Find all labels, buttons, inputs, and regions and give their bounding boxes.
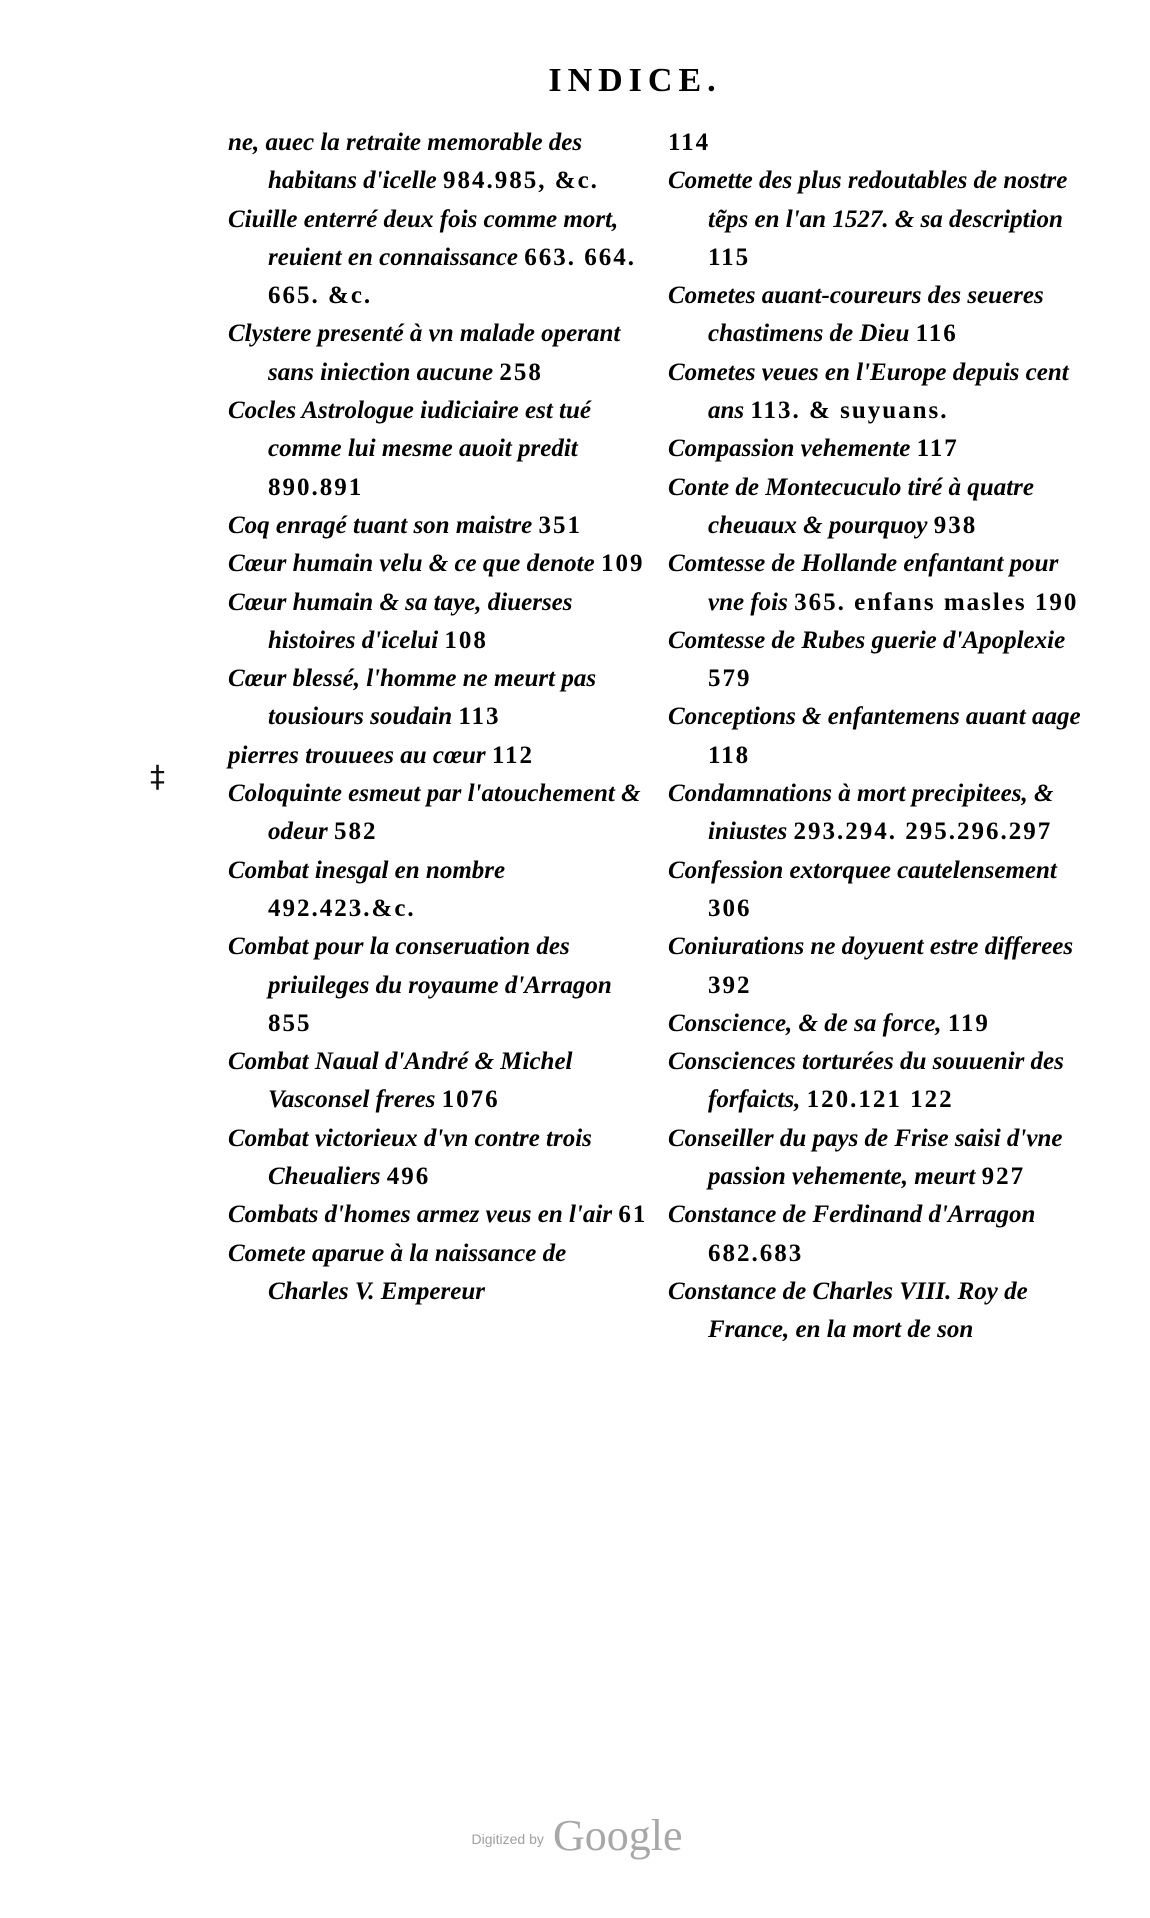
index-entry xyxy=(228,1043,648,1120)
entry-text: Constance de Ferdinand d'Arragon xyxy=(668,1201,1036,1229)
entry-page-ref: 855 xyxy=(268,1009,312,1037)
entry-page-ref: 890.891 xyxy=(268,473,364,501)
index-entry xyxy=(228,507,648,545)
entry-text: Ciuille enterré deux fois comme mort, reuient en connaissance xyxy=(228,205,619,271)
entry-page-ref: 108 xyxy=(444,626,488,654)
entry-text: Combat victorieux d'vn contre trois Cheualiers xyxy=(228,1124,592,1191)
entry-text: pierres trouuees au cœur xyxy=(228,741,486,769)
entry-page-ref: 120.121 122 xyxy=(806,1086,954,1114)
entry-page-ref: 116 xyxy=(915,320,958,348)
entry-page-ref: 119 xyxy=(947,1009,990,1037)
entry-page-ref: 113. & suyuans. xyxy=(750,397,949,425)
entry-text: Confession extorquee cautelensement xyxy=(668,856,1057,884)
index-entry xyxy=(228,928,648,1043)
entry-text: Comete aparue à la naissance de Charles V. Empereur xyxy=(228,1239,567,1305)
google-logo: Google xyxy=(552,1811,683,1860)
entry-page-ref: 113 xyxy=(458,703,501,731)
entry-page-ref: 984.985, &c. xyxy=(443,167,599,195)
index-entry xyxy=(668,1120,1088,1197)
index-entry xyxy=(668,775,1088,852)
entry-text: Clystere presenté à vn malade operant sans iniection aucune xyxy=(228,320,621,386)
entry-text: Constance de Charles VIII. Roy de France, en la mort de son xyxy=(668,1277,1028,1344)
entry-text: Cœur humain velu & ce que denote xyxy=(228,550,595,578)
entry-text: Cometes auant-coureurs des seueres chastimens de Dieu xyxy=(668,282,1044,348)
entry-page-ref: 351 xyxy=(538,511,582,539)
index-entry xyxy=(228,852,648,929)
entry-text: Coloquinte esmeut par l'atouchement & odeur xyxy=(228,780,641,846)
index-entry xyxy=(228,201,648,316)
entry-page-ref: 306 xyxy=(708,894,752,922)
entry-page-ref: 112 xyxy=(491,741,535,769)
index-entry xyxy=(228,124,648,201)
index-entry xyxy=(668,622,1088,699)
page-header: INDICE. xyxy=(548,62,722,99)
index-entry xyxy=(228,660,648,737)
entry-text: Comtesse de Hollande enfantant pour vne fois xyxy=(668,550,1059,616)
index-entry xyxy=(228,737,648,775)
entry-text: Coniurations ne doyuent estre differees xyxy=(668,933,1074,961)
index-entry xyxy=(228,1235,648,1312)
index-entry xyxy=(668,698,1088,775)
entry-page-ref: 115 xyxy=(708,243,751,271)
entry-text: Consciences torturées du souuenir des forfaicts, xyxy=(668,1048,1064,1114)
entry-page-ref: 927 xyxy=(981,1163,1026,1191)
index-entry xyxy=(228,584,648,661)
entry-page-ref: 293.294. 295.296.297 xyxy=(793,818,1053,846)
entry-page-ref: 258 xyxy=(499,358,543,386)
entry-text: Condamnations à mort precipitees, & iniustes xyxy=(668,780,1054,846)
index-column-right xyxy=(668,124,1088,1350)
index-entry xyxy=(668,277,1088,354)
margin-mark: ‡ xyxy=(150,760,165,795)
entry-text: ne, auec la retraite memorable des habitans d'icelle xyxy=(228,129,583,195)
entry-page-ref: 61 xyxy=(618,1201,648,1229)
entry-text: Conceptions & enfantemens auant aage xyxy=(668,703,1081,731)
index-entry xyxy=(668,545,1088,622)
entry-text: Cœur blessé, l'homme ne meurt pas tousiours soudain xyxy=(228,665,597,731)
index-entry xyxy=(668,928,1088,1005)
entry-text: Conscience, & de sa force, xyxy=(668,1009,942,1037)
entry-page-ref: 392 xyxy=(708,971,752,999)
index-column-left xyxy=(228,124,648,1311)
entry-text: Cœur humain & sa taye, diuerses histoires d'icelui xyxy=(228,588,573,654)
index-entry xyxy=(228,392,648,507)
index-entry xyxy=(228,545,648,583)
index-entry xyxy=(668,1005,1088,1043)
entry-page-ref: 663. 664. 665. &c. xyxy=(268,243,637,310)
entry-page-ref: 582 xyxy=(333,818,378,846)
index-entry xyxy=(228,1120,648,1197)
entry-page-ref: 579 xyxy=(708,665,752,693)
index-entry xyxy=(668,1043,1088,1120)
index-entry xyxy=(228,1196,648,1234)
index-entry xyxy=(668,354,1088,431)
entry-page-ref: 1076 xyxy=(441,1086,500,1114)
entry-page-ref: 492.423.&c. xyxy=(268,894,416,922)
entry-text: Compassion vehemente xyxy=(668,435,911,463)
entry-text: Conte de Montecuculo tiré à quatre cheuaux & pourquoy xyxy=(668,473,1034,539)
entry-text: Coq enragé tuant son maistre xyxy=(228,511,533,539)
entry-text: Comtesse de Rubes guerie d'Apoplexie xyxy=(668,626,1066,654)
index-entry xyxy=(668,162,1088,277)
entry-text: Combats d'homes armez veus en l'air xyxy=(228,1201,613,1229)
index-entry xyxy=(228,315,648,392)
index-entry xyxy=(228,775,648,852)
digitized-label: Digitized by xyxy=(471,1831,544,1847)
index-entry xyxy=(668,469,1088,546)
entry-page-ref: 938 xyxy=(933,511,978,539)
digitized-footer xyxy=(437,1810,717,1861)
entry-text: Combat pour la conseruation des priuileges du royaume d'Arragon xyxy=(228,933,612,999)
entry-text: Combat inesgal en nombre xyxy=(228,856,506,884)
entry-text: Conseiller du pays de Frise saisi d'vne passion vehemente, meurt xyxy=(668,1124,1063,1191)
entry-page-ref: 365. enfans masles 190 xyxy=(794,588,1079,616)
index-entry xyxy=(668,1196,1088,1273)
entry-page-ref: 118 xyxy=(708,741,751,769)
entry-text: Comette des plus redoutables de nostre tẽps en l'an 1527. & sa description xyxy=(668,167,1068,233)
entry-page-ref: 496 xyxy=(386,1163,431,1191)
entry-page-ref: 117 xyxy=(916,435,959,463)
entry-page-ref: 109 xyxy=(600,550,645,578)
entry-page-ref: 682.683 xyxy=(708,1239,804,1267)
entry-text: Cometes veues en l'Europe depuis cent ans xyxy=(668,358,1069,425)
index-entry xyxy=(668,1273,1088,1350)
index-entry xyxy=(668,430,1088,468)
entry-text: Combat Naual d'André & Michel Vasconsel freres xyxy=(228,1048,573,1114)
entry-text: Cocles Astrologue iudiciaire est tué comme lui mesme auoit predit xyxy=(228,397,591,463)
index-entry xyxy=(668,852,1088,929)
index-entry xyxy=(668,124,1088,162)
entry-page-ref: 114 xyxy=(668,129,711,156)
